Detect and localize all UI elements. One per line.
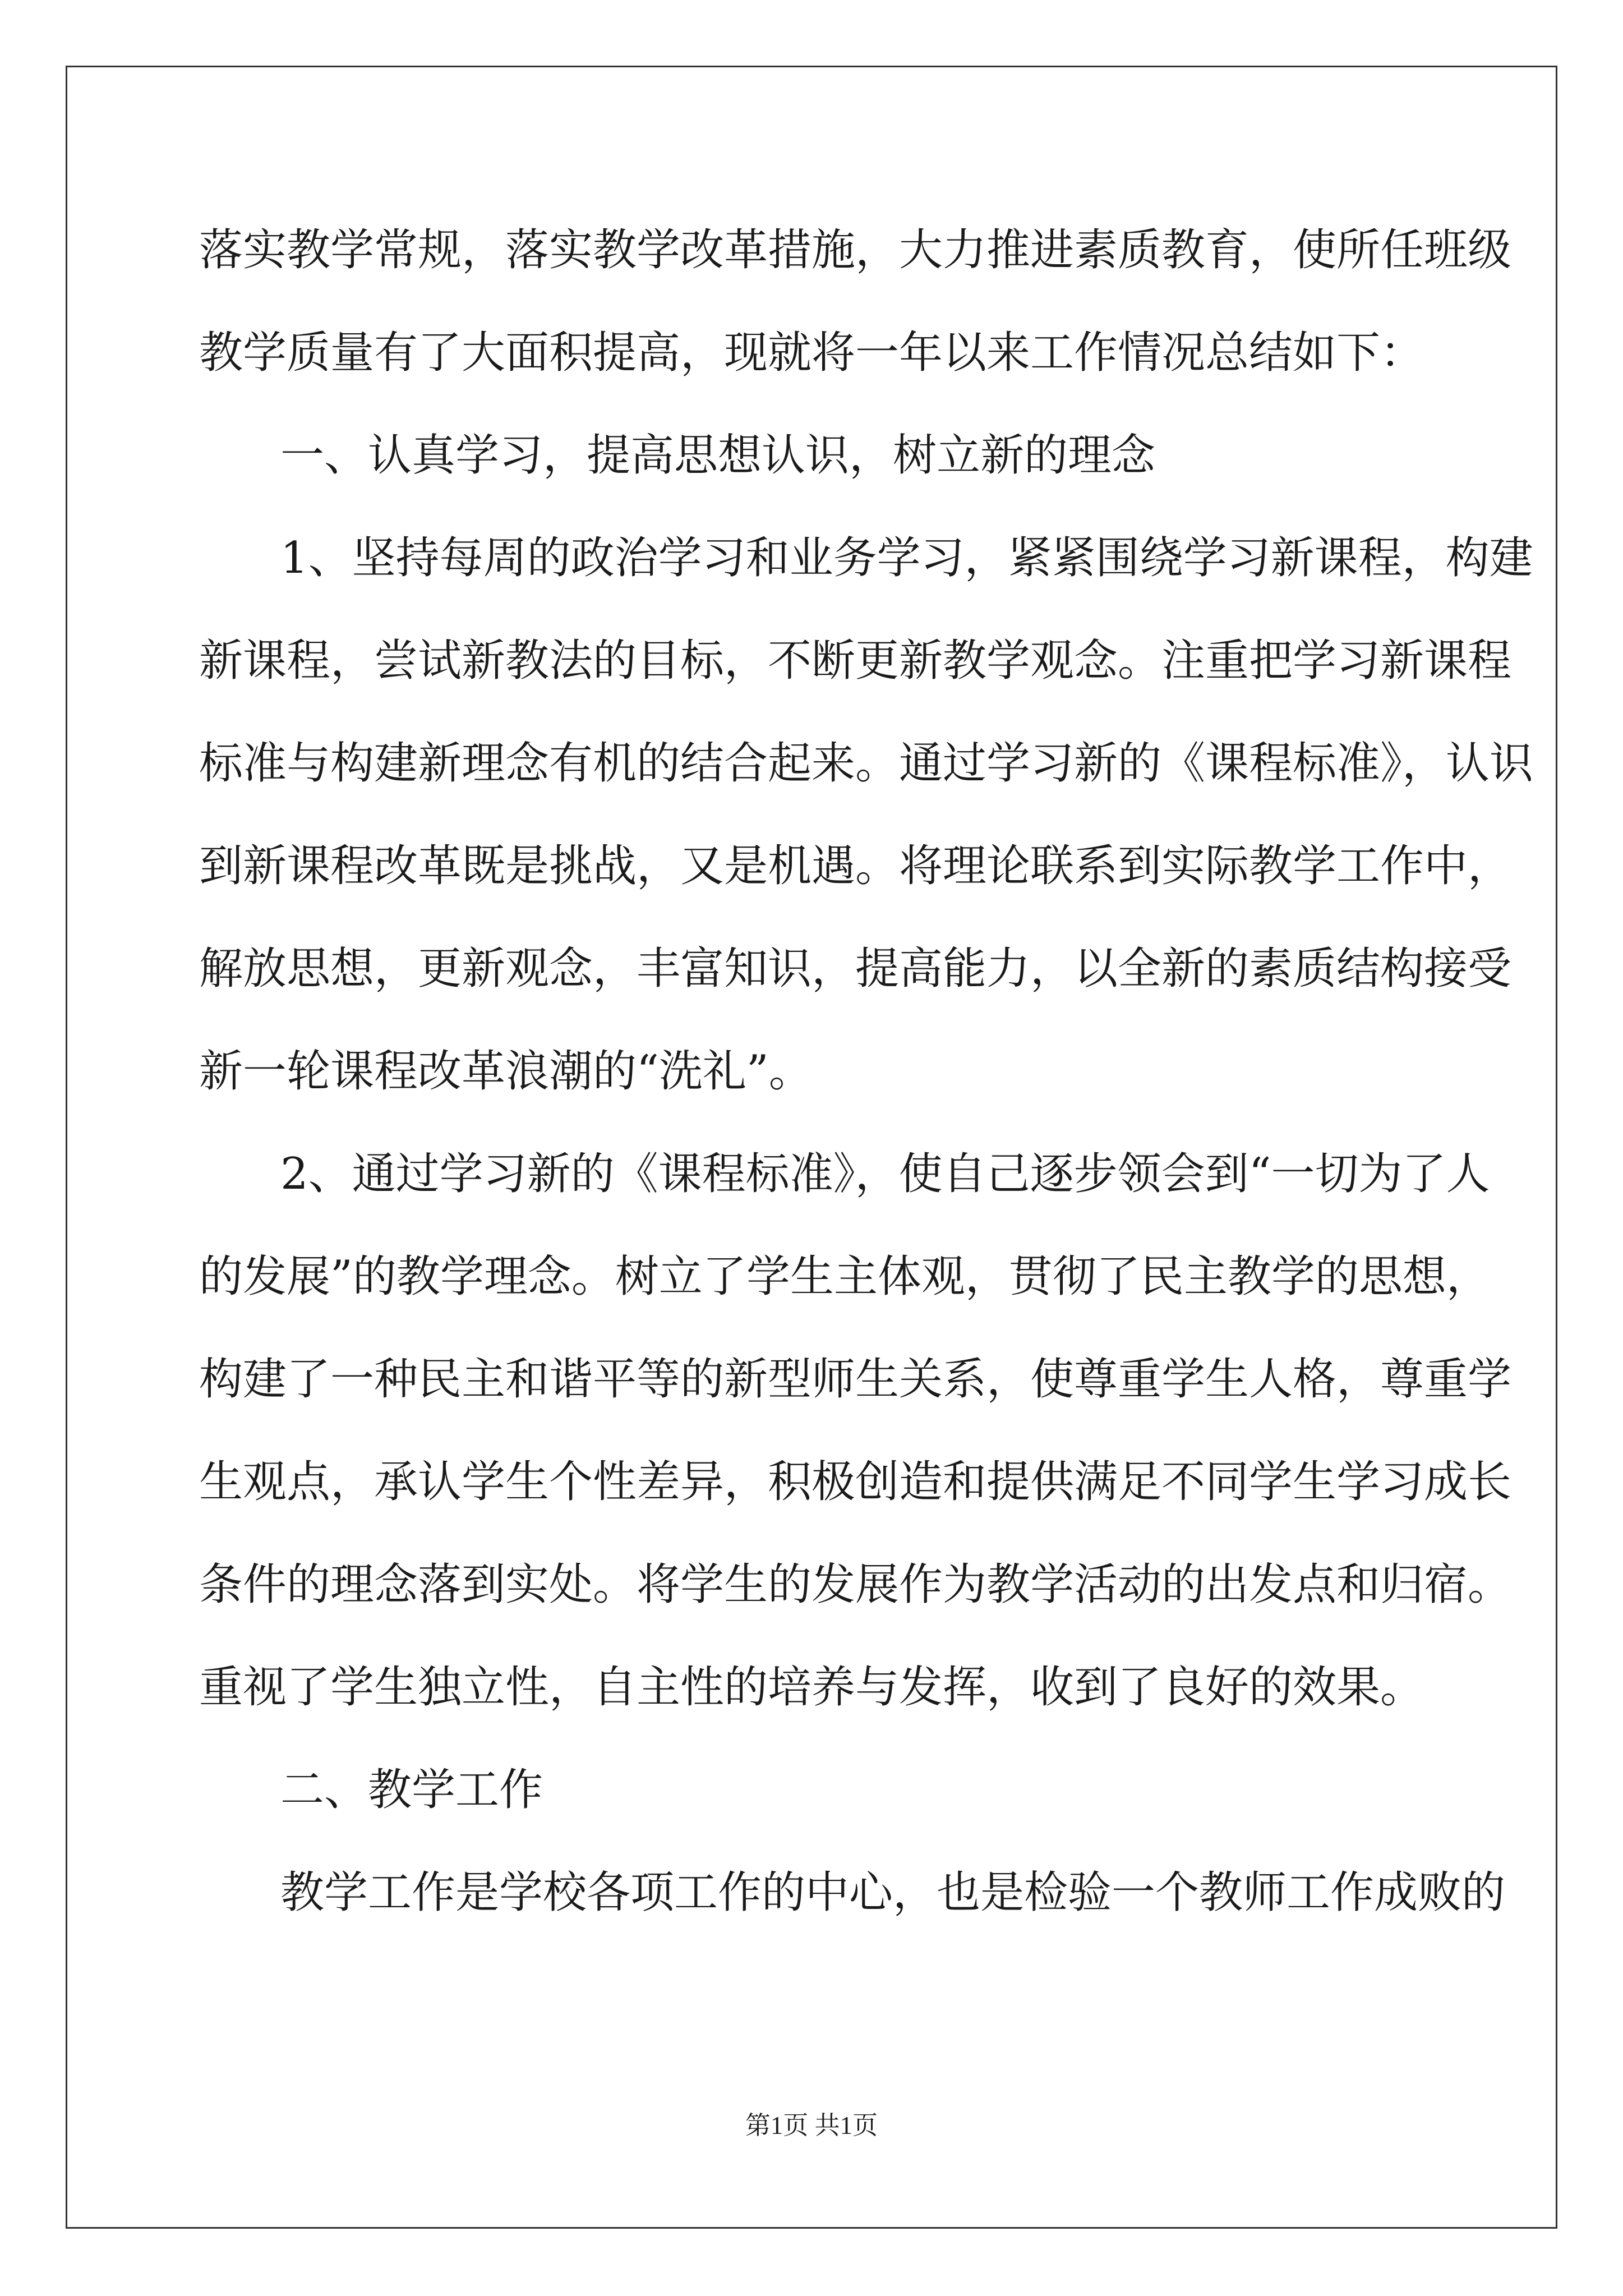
body-text-line: 解放思想，更新观念，丰富知识，提高能力，以全新的素质结构接受 bbox=[199, 944, 1512, 994]
body-text-line: 教学质量有了大面积提高，现就将一年以来工作情况总结如下： bbox=[199, 328, 1424, 378]
body-text-line: 1、坚持每周的政治学习和业务学习，紧紧围绕学习新课程，构建 bbox=[280, 533, 1533, 583]
body-text-line: 新课程，尝试新教法的目标，不断更新教学观念。注重把学习新课程 bbox=[199, 636, 1512, 686]
body-text-line: 落实教学常规，落实教学改革措施，大力推进素质教育，使所任班级 bbox=[199, 225, 1512, 275]
body-text-line: 标准与构建新理念有机的结合起来。通过学习新的《课程标准》，认识 bbox=[199, 738, 1534, 789]
section-heading: 一、认真学习，提高思想认识，树立新的理念 bbox=[280, 430, 1156, 481]
body-text-line: 到新课程改革既是挑战，又是机遇。将理论联系到实际教学工作中， bbox=[199, 841, 1512, 891]
body-text-line: 2、通过学习新的《课程标准》，使自己逐步领会到“一切为了人 bbox=[280, 1149, 1490, 1199]
body-text-line: 教学工作是学校各项工作的中心，也是检验一个教师工作成败的 bbox=[280, 1867, 1506, 1918]
page-number-footer: 第1页 共1页 bbox=[745, 2111, 878, 2139]
body-text-line: 生观点，承认学生个性差异，积极创造和提供满足不同学生学习成长 bbox=[199, 1457, 1512, 1507]
body-text-line: 的发展”的教学理念。树立了学生主体观，贯彻了民主教学的思想， bbox=[199, 1251, 1490, 1302]
section-heading: 二、教学工作 bbox=[280, 1765, 543, 1815]
body-text-line: 构建了一种民主和谐平等的新型师生关系，使尊重学生人格，尊重学 bbox=[199, 1354, 1512, 1405]
body-text-line: 新一轮课程改革浪潮的“洗礼”。 bbox=[199, 1046, 813, 1097]
body-text-line: 条件的理念落到实处。将学生的发展作为教学活动的出发点和归宿。 bbox=[199, 1559, 1512, 1610]
body-text-line: 重视了学生独立性，自主性的培养与发挥，收到了良好的效果。 bbox=[199, 1662, 1424, 1713]
